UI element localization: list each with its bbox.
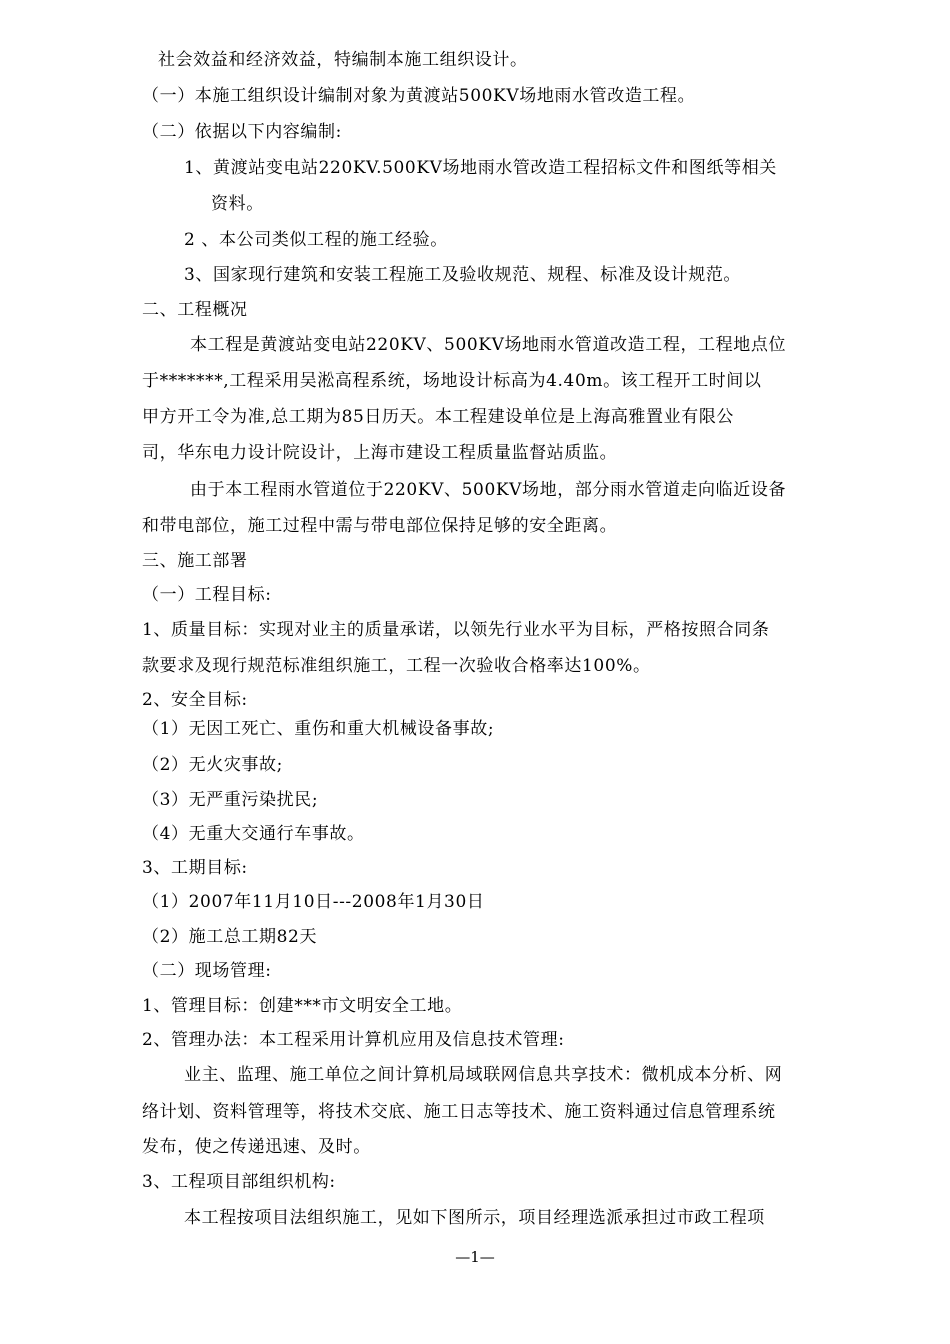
text-line: （1）无因工死亡、重伤和重大机械设备事故; (142, 719, 495, 739)
text-line: 3、工期目标: (142, 858, 248, 878)
text-line: （一）本施工组织设计编制对象为黄渡站500KV场地雨水管改造工程。 (142, 86, 696, 106)
text-line: 1、质量目标：实现对业主的质量承诺，以领先行业水平为目标，严格按照合同条 (142, 620, 770, 640)
text-line: （2）施工总工期82天 (142, 927, 318, 947)
text-line: 业主、监理、施工单位之间计算机局域联网信息共享技术：微机成本分析、网 (184, 1065, 783, 1085)
text-line: 2、管理办法：本工程采用计算机应用及信息技术管理: (142, 1030, 565, 1050)
text-line: （一）工程目标: (142, 585, 272, 605)
text-line: 款要求及现行规范标准组织施工，工程一次验收合格率达100%。 (142, 656, 651, 676)
text-line: （二）依据以下内容编制: (142, 122, 342, 142)
text-line: 资料。 (211, 194, 264, 214)
text-line: 由于本工程雨水管道位于220KV、500KV场地，部分雨水管道走向临近设备 (190, 480, 787, 500)
text-line: （二）现场管理: (142, 961, 272, 981)
text-line: （2）无火灾事故; (142, 755, 283, 775)
text-line: 2 、本公司类似工程的施工经验。 (184, 230, 448, 250)
text-line: （1）2007年11月10日---2008年1月30日 (142, 892, 485, 912)
text-line: 3、工程项目部组织机构: (142, 1172, 336, 1192)
text-line: （4）无重大交通行车事故。 (142, 824, 365, 844)
text-line: 1、黄渡站变电站220KV.500KV场地雨水管改造工程招标文件和图纸等相关 (184, 158, 777, 178)
section-heading: 二、工程概况 (142, 300, 248, 320)
text-line: 司，华东电力设计院设计，上海市建设工程质量监督站质监。 (142, 443, 618, 463)
section-heading: 三、施工部署 (142, 551, 248, 571)
text-line: 本工程按项目法组织施工，见如下图所示，项目经理选派承担过市政工程项 (184, 1208, 765, 1228)
text-line: 3、国家现行建筑和安装工程施工及验收规范、规程、标准及设计规范。 (184, 265, 742, 285)
page-number: —1— (455, 1248, 495, 1266)
text-line: 2、安全目标: (142, 690, 248, 710)
text-line: 络计划、资料管理等，将技术交底、施工日志等技术、施工资料通过信息管理系统 (142, 1102, 776, 1122)
text-line: 和带电部位，施工过程中需与带电部位保持足够的安全距离。 (142, 516, 618, 536)
text-line: 1、管理目标：创建***市文明安全工地。 (142, 996, 463, 1016)
text-line: 发布，使之传递迅速、及时。 (142, 1137, 371, 1157)
text-line: 于*******,工程采用吴淞高程系统，场地设计标高为4.40m。该工程开工时间以 (142, 371, 762, 391)
text-line: （3）无严重污染扰民; (142, 790, 319, 810)
text-line: 社会效益和经济效益，特编制本施工组织设计。 (158, 50, 528, 70)
text-line: 本工程是黄渡站变电站220KV、500KV场地雨水管道改造工程，工程地点位 (190, 335, 787, 355)
text-line: 甲方开工令为准,总工期为85日历天。本工程建设单位是上海高雅置业有限公 (142, 407, 735, 427)
